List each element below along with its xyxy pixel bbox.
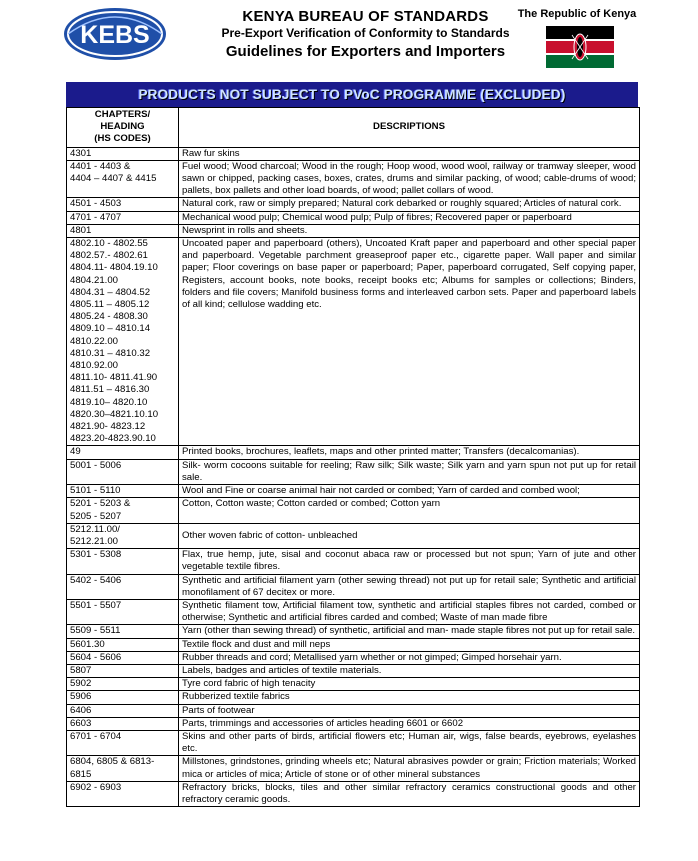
description-cell: Rubber threads and cord; Metallised yarn whether or not gimped; Gimped horsehair yarn. xyxy=(179,651,640,664)
table-row xyxy=(67,574,640,599)
description-cell: Refractory bricks, blocks, tiles and other similar refractory ceramics constructional goods and other refractory ceramic goods. xyxy=(179,781,640,806)
table-row xyxy=(67,459,640,484)
description-cell: Wool and Fine or coarse animal hair not carded or combed; Yarn of carded and combed wool; xyxy=(179,485,640,498)
table-row xyxy=(67,730,640,755)
table-body xyxy=(67,147,640,807)
excluded-products-banner: PRODUCTS NOT SUBJECT TO PVoC PROGRAMME (EXCLUDED) xyxy=(66,82,638,107)
hs-code-cell: 4501 - 4503 xyxy=(67,198,179,211)
table-row xyxy=(67,549,640,574)
table-row xyxy=(67,717,640,730)
description-cell: Skins and other parts of birds, artificial flowers etc; Human air, wigs, false beards, eyebrows, eyelashes etc. xyxy=(179,730,640,755)
description-cell: Natural cork, raw or simply prepared; Natural cork debarked or roughly squared; Articles of natural cork. xyxy=(179,198,640,211)
description-cell: Mechanical wood pulp; Chemical wood pulp; Pulp of fibres; Recovered paper or paperboard xyxy=(179,211,640,224)
description-cell: Synthetic filament tow, Artificial filament tow, synthetic and artificial staples fibres not carded, combed or otherwise; Synthetic and artificial fibres carded and combed; Waste of man made fibre xyxy=(179,599,640,624)
hs-code-cell: 4701 - 4707 xyxy=(67,211,179,224)
table-row xyxy=(67,756,640,781)
hs-code-cell: 5212.11.00/ 5212.21.00 xyxy=(67,523,179,548)
hs-code-cell: 6406 xyxy=(67,704,179,717)
hs-code-cell: 6701 - 6704 xyxy=(67,730,179,755)
kenya-flag xyxy=(546,26,614,68)
hs-code-cell: 5101 - 5110 xyxy=(67,485,179,498)
hs-code-cell: 5601.30 xyxy=(67,638,179,651)
hs-code-cell: 5604 - 5606 xyxy=(67,651,179,664)
description-cell: Rubberized textile fabrics xyxy=(179,691,640,704)
hs-code-cell: 5201 - 5203 & 5205 - 5207 xyxy=(67,498,179,523)
description-cell: Yarn (other than sewing thread) of synthetic, artificial and man- made staple fibres not put up for retail sale. xyxy=(179,625,640,638)
description-cell: Newsprint in rolls and sheets. xyxy=(179,224,640,237)
republic-label: The Republic of Kenya xyxy=(517,8,637,20)
table-row xyxy=(67,224,640,237)
table-row xyxy=(67,704,640,717)
hs-code-cell: 5906 xyxy=(67,691,179,704)
description-cell: Other woven fabric of cotton- unbleached xyxy=(179,523,640,548)
description-cell: Textile flock and dust and mill neps xyxy=(179,638,640,651)
hs-code-cell: 4301 xyxy=(67,147,179,160)
table-row xyxy=(67,691,640,704)
table-row xyxy=(67,651,640,664)
hs-code-cell: 6902 - 6903 xyxy=(67,781,179,806)
description-cell: Millstones, grindstones, grinding wheels etc; Natural abrasives powder or grain; Friction materials; Worked mica or articles of mica; Article of stone or of other mineral substances xyxy=(179,756,640,781)
description-cell: Uncoated paper and paperboard (others), Uncoated Kraft paper and paperboard and other special paper and paperboard. Vegetable parchment greaseproof paper etc., cigarette paper. Wall paper and similar paper; Floor coverings on base paper or paperboard; Paper, paperboard corrugated, Self copying paper, Registers, account books, note books, receipt books etc; Albums for samples or collections; Binders, folders and file covers; Manifold business forms and interleaved carbon sets. Paper and paperboard labels of all kind; cellulose wadding etc. xyxy=(179,238,640,446)
logo-text: KEBS xyxy=(80,21,150,49)
hs-code-cell: 4401 - 4403 & 4404 – 4407 & 4415 xyxy=(67,160,179,198)
hs-code-cell: 5509 - 5511 xyxy=(67,625,179,638)
column-header-descriptions: DESCRIPTIONS xyxy=(179,108,640,148)
description-cell: Synthetic and artificial filament yarn (other sewing thread) not put up for retail sale; Synthetic and artificial monofilament of 67 decitex or more. xyxy=(179,574,640,599)
table-row xyxy=(67,599,640,624)
description-cell: Fuel wood; Wood charcoal; Wood in the rough; Hoop wood, wood wool, railway or tramway sleeper, wood sawn or chipped, packing cases, boxes, crates, drums and similar packing, of wood; cable-drums of wood; pallets, box pallets and other load boards, of wood; pallet collars of wood. xyxy=(179,160,640,198)
description-cell: Silk- worm cocoons suitable for reeling; Raw silk; Silk waste; Silk yarn and yarn spun not put up for retail sale. xyxy=(179,459,640,484)
table-row xyxy=(67,238,640,446)
hs-code-cell: 5001 - 5006 xyxy=(67,459,179,484)
table-row xyxy=(67,498,640,523)
header-block xyxy=(168,8,563,62)
table-row xyxy=(67,147,640,160)
table-row xyxy=(67,781,640,806)
description-cell: Labels, badges and articles of textile materials. xyxy=(179,664,640,677)
hs-code-cell: 6804, 6805 & 6813- 6815 xyxy=(67,756,179,781)
column-header-hs-codes: CHAPTERS/ HEADING (HS CODES) xyxy=(67,108,179,148)
table-row xyxy=(67,211,640,224)
table-row xyxy=(67,638,640,651)
description-cell: Tyre cord fabric of high tenacity xyxy=(179,678,640,691)
table-row xyxy=(67,664,640,677)
hs-code-cell: 5301 - 5308 xyxy=(67,549,179,574)
table-row xyxy=(67,446,640,459)
hs-code-cell: 5402 - 5406 xyxy=(67,574,179,599)
table-row xyxy=(67,523,640,548)
table-row xyxy=(67,678,640,691)
hs-code-cell: 49 xyxy=(67,446,179,459)
description-cell: Printed books, brochures, leaflets, maps and other printed matter; Transfers (decalcomanias). xyxy=(179,446,640,459)
description-cell: Parts of footwear xyxy=(179,704,640,717)
hs-code-cell: 5807 xyxy=(67,664,179,677)
hs-code-cell: 4802.10 - 4802.55 4802.57.- 4802.61 4804.11- 4804.19.10 4804.21.00 4804.31 – 4804.52 4805.11 – 4805.12 4805.24 - 4808.30 4809.10 – 4810.14 4810.22.00 4810.31 – 4810.32 4810.92.00 4811.10- 4811.41.90 4811.51 – 4816.30 4819.10– 4820.10 4820.30–4821.10.10 4821.90- 4823.12 4823.20-4823.90.10 xyxy=(67,238,179,446)
header-title: KENYA BUREAU OF STANDARDS xyxy=(242,8,489,25)
table-row xyxy=(67,625,640,638)
description-cell: Flax, true hemp, jute, sisal and coconut abaca raw or processed but not spun; Yarn of jute and other vegetable textile fibres. xyxy=(179,549,640,574)
watermark xyxy=(598,798,668,828)
kebs-logo xyxy=(62,6,168,62)
hs-code-cell: 5902 xyxy=(67,678,179,691)
description-cell: Cotton, Cotton waste; Cotton carded or combed; Cotton yarn xyxy=(179,498,640,523)
header-guidelines: Guidelines for Exporters and Importers xyxy=(225,43,506,60)
table-row xyxy=(67,198,640,211)
header-subtitle: Pre-Export Verification of Conformity to Standards xyxy=(221,26,510,40)
table-row xyxy=(67,485,640,498)
hs-code-cell: 4801 xyxy=(67,224,179,237)
table-header-row xyxy=(67,108,640,148)
description-cell: Parts, trimmings and accessories of articles heading 6601 or 6602 xyxy=(179,717,640,730)
table-row xyxy=(67,160,640,198)
hs-code-cell: 5501 - 5507 xyxy=(67,599,179,624)
hs-code-cell: 6603 xyxy=(67,717,179,730)
description-cell: Raw fur skins xyxy=(179,147,640,160)
excluded-products-table xyxy=(66,107,640,807)
